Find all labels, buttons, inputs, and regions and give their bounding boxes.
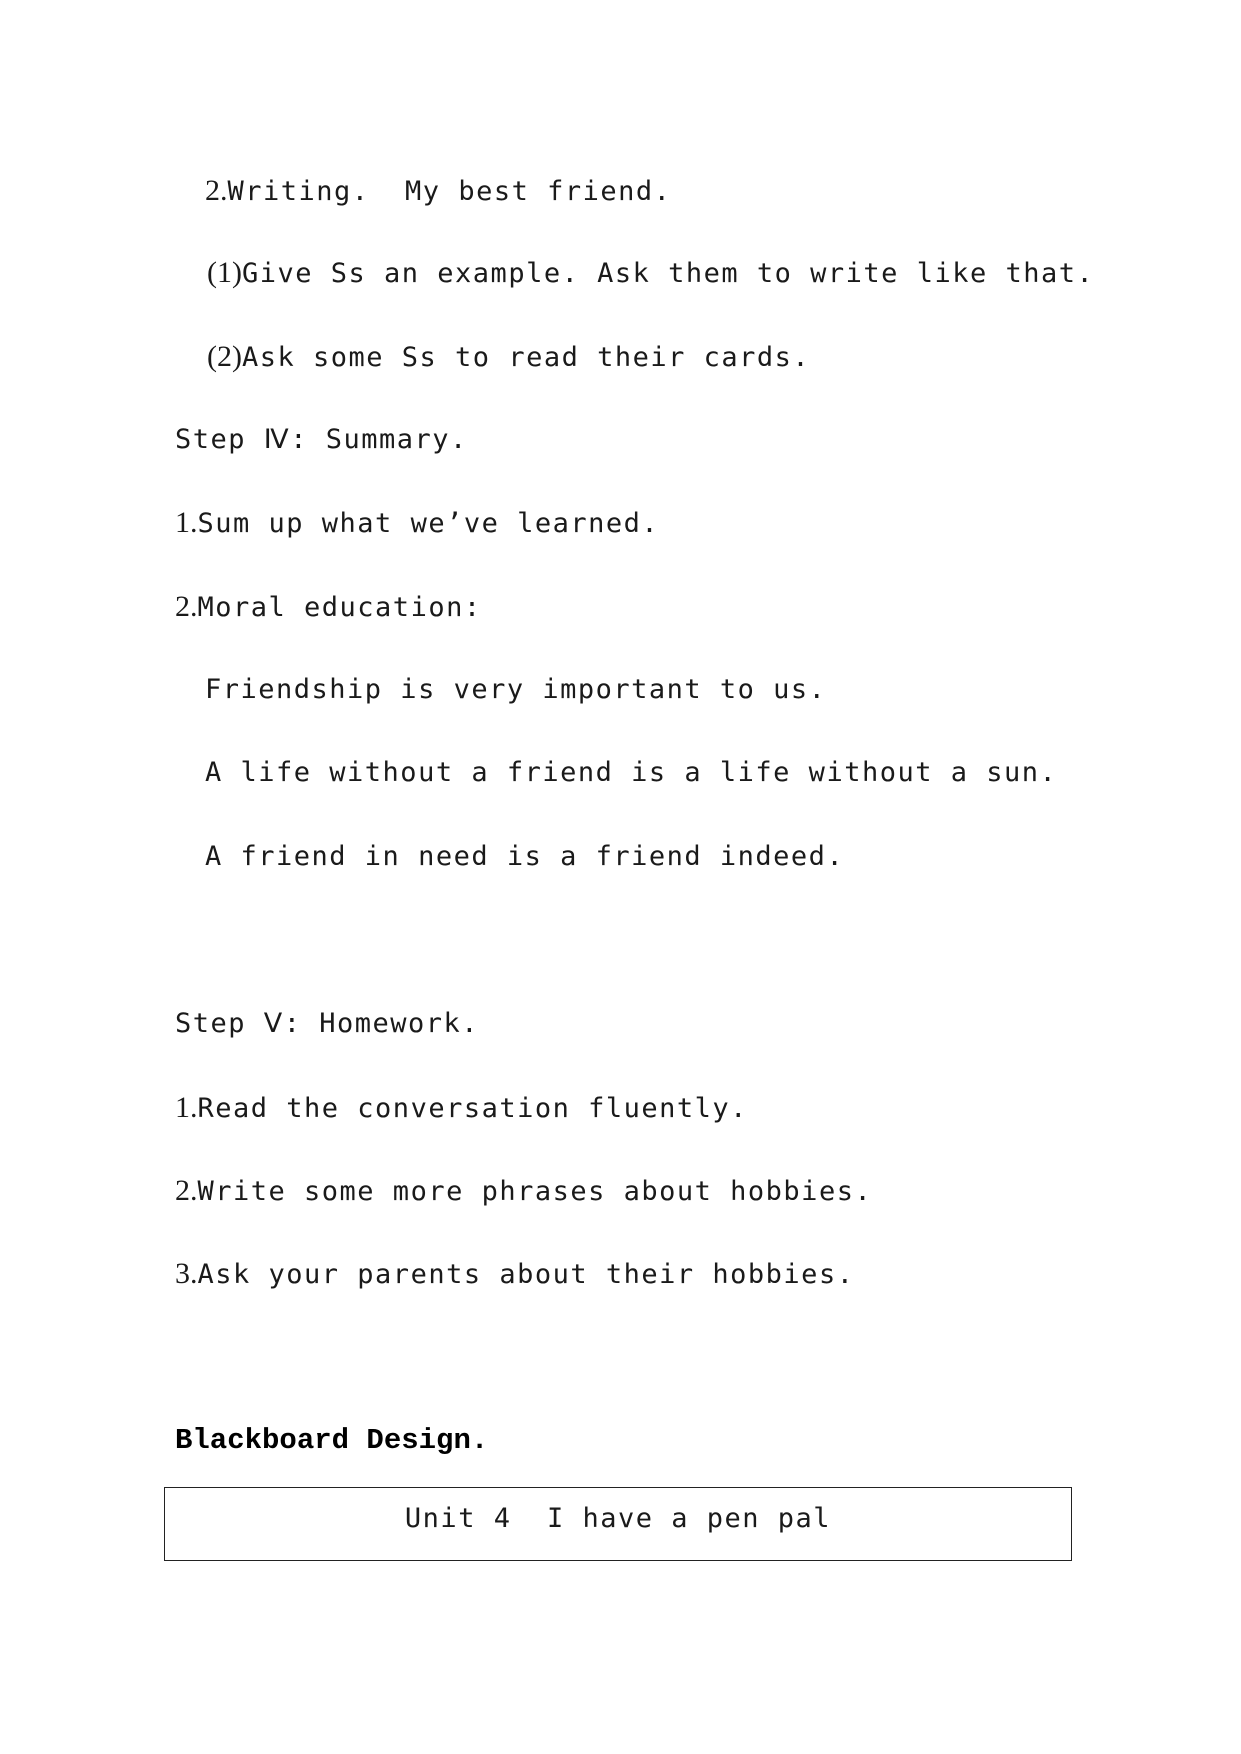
moral-line: A life without a friend is a life without a sun. [205, 757, 1058, 788]
homework-heading: Step Ⅴ: Homework. [175, 1008, 480, 1039]
item-number: 3. [175, 1257, 198, 1290]
item-text: Sum up what we’ve learned. [197, 508, 660, 539]
item-text: Write some more phrases about hobbies. [197, 1176, 873, 1207]
item-text: Ask your parents about their hobbies. [197, 1259, 855, 1290]
item-number: 2. [205, 174, 228, 207]
item-text: Give Ss an example. Ask them to write like that. [241, 258, 1095, 289]
item-number: 2. [175, 590, 198, 623]
blackboard-box [164, 1487, 1072, 1561]
moral-line: Friendship is very important to us. [205, 674, 827, 705]
item-text: Ask some Ss to read their cards. [241, 342, 811, 373]
item-number: 2. [175, 1174, 198, 1207]
homework-item-3 [175, 1257, 854, 1292]
item-number: 1. [175, 506, 198, 539]
summary-heading: Step Ⅳ: Summary. [175, 424, 468, 455]
homework-item-2 [175, 1174, 872, 1209]
writing-subtask-1 [207, 256, 1094, 291]
moral-line: A friend in need is a friend indeed. [205, 841, 845, 872]
item-text: Writing. My best friend. [227, 176, 672, 207]
item-number: 1. [175, 1091, 198, 1124]
homework-item-1 [175, 1091, 748, 1126]
writing-task [205, 174, 671, 209]
item-text: Moral education: [197, 592, 482, 623]
item-number: (2) [207, 340, 242, 373]
item-number: (1) [207, 256, 242, 289]
blackboard-title: Unit 4 I have a pen pal [404, 1503, 832, 1534]
summary-item-1 [175, 506, 659, 541]
summary-item-2 [175, 590, 482, 625]
item-text: Read the conversation fluently. [197, 1093, 748, 1124]
blackboard-heading: Blackboard Design. [175, 1424, 489, 1457]
writing-subtask-2 [207, 340, 810, 375]
